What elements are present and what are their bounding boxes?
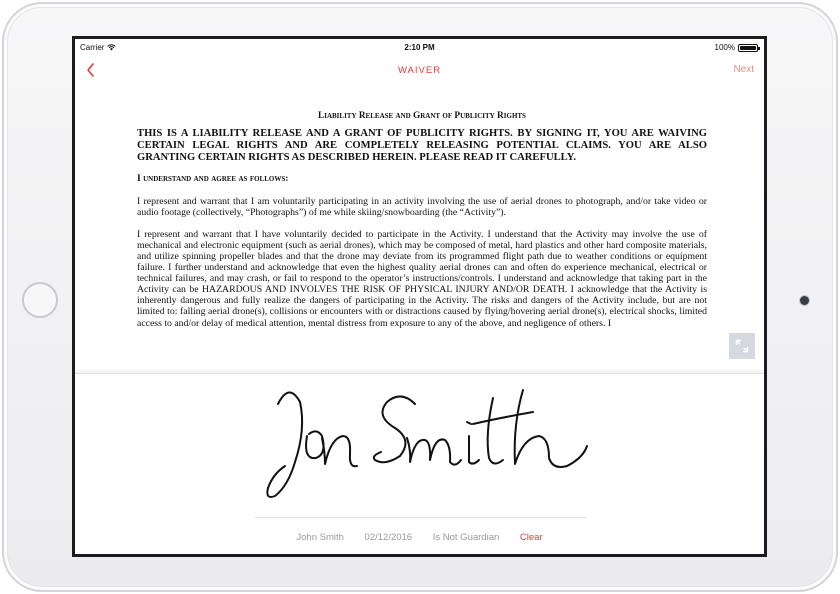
status-time: 2:10 PM (404, 43, 435, 52)
battery-percent: 100% (714, 43, 735, 52)
document-paragraph: I represent and warrant that I have voluntarily decided to participate in the Activity. I understand that the Activity may involve the use of mechanical and electronic equipment (such as aerial drones), which may be composed of metal, hard plastics and other hard composite materials, and utilize spinning propeller blades and that the drone may deviate from its programmed flight path due to weather conditions or equipment failure. I further understand and acknowledge that even the highest quality aerial drones can and often do experience mechanical, electrical or technical failures, and may crash, or fail to respond to the operator’s instructions/controls. I understand and acknowledge that taking part in the Activity can be HAZARDOUS AND INVOLVES THE RISK OF PHYSICAL INJURY AND/OR DEATH. I acknowledge that the Activity is inherently dangerous and fully realize the dangers of participating in the Activity. The risks and dangers of the Activity include, but are not limited to: falling aerial drone(s), collisions or encounters with or distractions caused by flying/hovering aerial drone(s), electrical shocks, limited access to and/or delay of medical attention, mental distress from exposure to any of the above, and negligence of others. I (137, 228, 707, 329)
waiver-document[interactable] (137, 103, 707, 373)
guardian-status: Is Not Guardian (432, 532, 500, 543)
app-screen (72, 36, 767, 557)
clear-button[interactable]: Clear (519, 532, 543, 543)
home-button[interactable] (22, 282, 58, 318)
page-title: WAIVER (397, 65, 442, 76)
camera-icon (800, 296, 809, 305)
document-heading: THIS IS A LIABILITY RELEASE AND A GRANT OF PUBLICITY RIGHTS. BY SIGNING IT, YOU ARE WAIVING CERTAIN LEGAL RIGHTS AND ARE COMPLETELY RELEASING POTENTIAL CLAIMS. YOU ARE ALSO GRANTING CERTAIN RIGHTS AS DESCRIBED HEREIN. PLEASE READ IT CAREFULLY. (137, 128, 707, 164)
status-right (715, 43, 758, 52)
document-paragraph: I represent and warrant that I am voluntarily participating in an activity involving the use of aerial drones to photograph, and/or take video or audio footage (collectively, “Photographs”) of me while skiing/snowboarding (the “Activity”). (137, 195, 707, 218)
signer-name: John Smith (296, 532, 344, 543)
signature-pad[interactable] (75, 374, 764, 514)
battery-icon (738, 44, 758, 52)
signature-date: 02/12/2016 (364, 532, 413, 543)
signature-footer (75, 532, 764, 543)
signature-panel (75, 373, 764, 557)
carrier-label: Carrier (80, 43, 105, 52)
expand-button[interactable] (729, 333, 755, 359)
document-title: Liability Release and Grant of Publicity Rights (318, 111, 526, 121)
status-bar (75, 39, 764, 57)
next-button[interactable]: Next (733, 64, 754, 75)
signature-line (255, 517, 587, 518)
navigation-bar (75, 57, 764, 83)
document-subheading: I understand and agree as follows: (137, 172, 289, 184)
expand-icon (735, 339, 749, 353)
